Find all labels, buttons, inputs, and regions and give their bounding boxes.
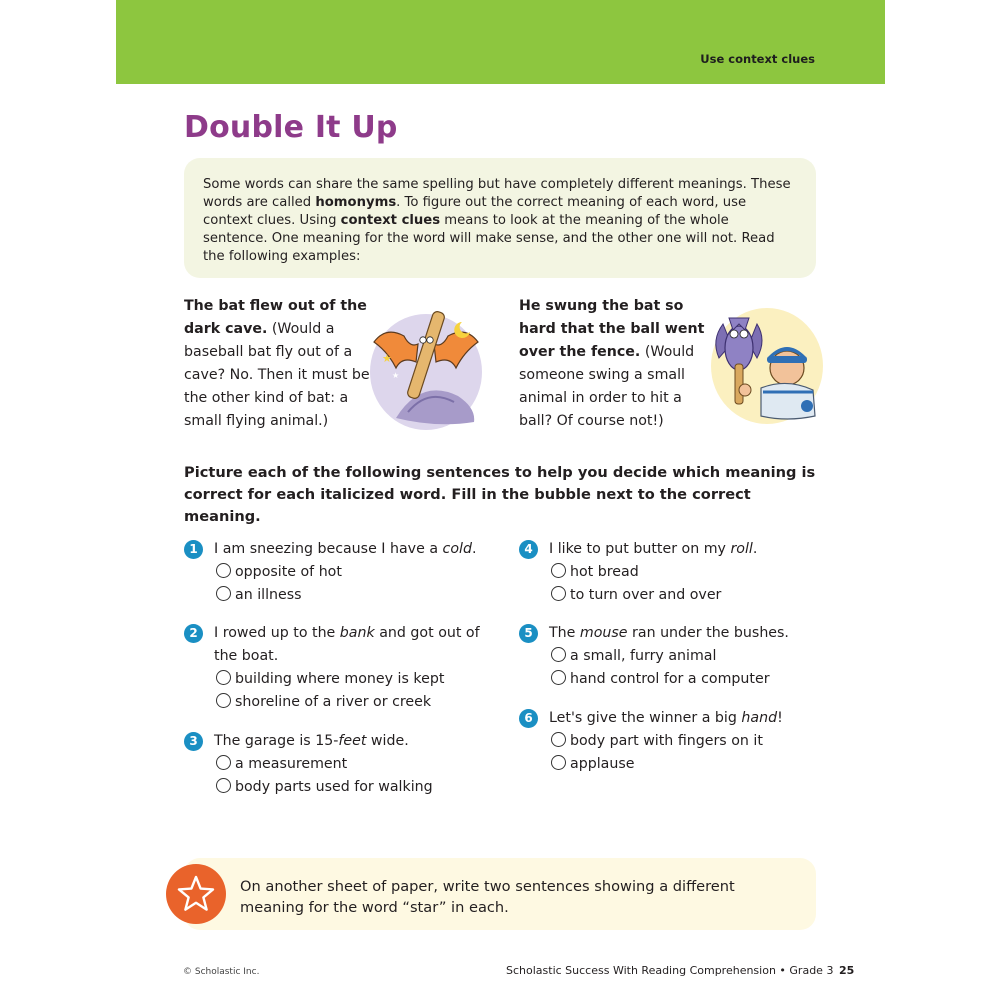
intro-text: Some words can share the same spelling but have completely different meanings. These words are called xyxy=(203,177,791,210)
stem-text: I like to put butter on my xyxy=(549,541,731,557)
answer-option[interactable] xyxy=(184,691,484,714)
answer-option[interactable] xyxy=(519,645,819,668)
italic-word: feet xyxy=(338,733,367,749)
italic-word: roll xyxy=(730,541,753,557)
header-band xyxy=(116,0,885,84)
question-stem xyxy=(184,538,484,561)
option-label: opposite of hot xyxy=(235,564,342,580)
answer-bubble[interactable] xyxy=(216,778,231,793)
question-number-badge: 1 xyxy=(184,540,203,559)
stem-text: ran under the bushes. xyxy=(627,625,789,641)
option-label: hot bread xyxy=(570,564,639,580)
example-2 xyxy=(519,295,709,433)
directions-text: Picture each of the following sentences to help you decide which meaning is correct for each italicized word. Fill in the bubble next to the correct meaning. xyxy=(184,464,816,525)
answer-bubble[interactable] xyxy=(216,586,231,601)
answer-bubble[interactable] xyxy=(551,647,566,662)
answer-option[interactable] xyxy=(519,730,819,753)
answer-bubble[interactable] xyxy=(551,732,566,747)
question-number-badge: 4 xyxy=(519,540,538,559)
flying-bat-illustration xyxy=(366,300,486,430)
stem-text: Let's give the winner a big xyxy=(549,710,742,726)
italic-word: cold xyxy=(442,541,472,557)
answer-option[interactable] xyxy=(519,561,819,584)
option-label: a measurement xyxy=(235,756,348,772)
answer-option[interactable] xyxy=(184,776,484,799)
page-title: Double It Up xyxy=(184,110,398,145)
stem-text: . xyxy=(471,541,477,557)
option-label: applause xyxy=(570,756,635,772)
option-label: to turn over and over xyxy=(570,587,722,603)
question-1 xyxy=(184,538,484,607)
italic-word: hand xyxy=(741,710,778,726)
bonus-text: On another sheet of paper, write two sentences showing a different meaning for the word “star” in each. xyxy=(240,878,735,916)
skill-label: Use context clues xyxy=(700,52,815,66)
question-5 xyxy=(519,622,819,691)
question-stem xyxy=(519,622,819,645)
question-number-badge: 2 xyxy=(184,624,203,643)
option-label: building where money is kept xyxy=(235,671,445,687)
page-number: 25 xyxy=(839,964,855,977)
question-3 xyxy=(184,730,484,799)
question-4 xyxy=(519,538,819,607)
intro-box xyxy=(184,158,816,278)
answer-option[interactable] xyxy=(519,668,819,691)
question-stem xyxy=(519,707,819,730)
question-2 xyxy=(184,622,484,714)
stem-text: and got out of the boat. xyxy=(214,625,480,664)
answer-bubble[interactable] xyxy=(216,670,231,685)
intro-text: means to look at the meaning of the whole sentence. One meaning for the word will make sense, and the other one will not. Read the following examples: xyxy=(203,213,775,264)
option-label: an illness xyxy=(235,587,302,603)
stem-text: The garage is 15- xyxy=(214,733,339,749)
question-stem xyxy=(184,730,484,753)
answer-option[interactable] xyxy=(519,753,819,776)
answer-option[interactable] xyxy=(184,561,484,584)
answer-bubble[interactable] xyxy=(216,563,231,578)
italic-word: mouse xyxy=(579,625,628,641)
answer-bubble[interactable] xyxy=(551,755,566,770)
stem-text: wide. xyxy=(366,733,409,749)
answer-option[interactable] xyxy=(184,753,484,776)
intro-term-context-clues: context clues xyxy=(340,213,441,228)
example-sentence: The bat flew out of the dark cave. xyxy=(184,298,367,337)
star-icon-badge xyxy=(166,864,226,924)
stem-text: ! xyxy=(777,710,783,726)
svg-text:★: ★ xyxy=(382,352,392,365)
example-explanation: (Would a baseball bat fly out of a cave? No. Then it must be the other kind of bat: a small flying animal.) xyxy=(184,321,370,429)
stem-text: I am sneezing because I have a xyxy=(214,541,443,557)
question-number-badge: 3 xyxy=(184,732,203,751)
answer-bubble[interactable] xyxy=(216,755,231,770)
example-explanation: (Would someone swing a small animal in order to hit a ball? Of course not!) xyxy=(519,344,695,429)
answer-bubble[interactable] xyxy=(551,563,566,578)
question-number-badge: 6 xyxy=(519,709,538,728)
question-stem xyxy=(184,622,484,668)
copyright: © Scholastic Inc. xyxy=(183,967,260,977)
option-label: a small, furry animal xyxy=(570,648,717,664)
worksheet-page xyxy=(116,0,885,1000)
italic-word: bank xyxy=(339,625,375,641)
book-title: Scholastic Success With Reading Comprehension • Grade 3 xyxy=(506,964,834,977)
answer-option[interactable] xyxy=(184,584,484,607)
intro-term-homonyms: homonyms xyxy=(315,195,397,210)
question-number-badge: 5 xyxy=(519,624,538,643)
answer-bubble[interactable] xyxy=(551,670,566,685)
question-6 xyxy=(519,707,819,776)
question-stem xyxy=(519,538,819,561)
stem-text: The xyxy=(549,625,580,641)
boy-swinging-bat-illustration xyxy=(701,298,826,428)
answer-option[interactable] xyxy=(519,584,819,607)
answer-bubble[interactable] xyxy=(551,586,566,601)
option-label: body part with fingers on it xyxy=(570,733,763,749)
option-label: hand control for a computer xyxy=(570,671,770,687)
stem-text: . xyxy=(752,541,758,557)
intro-text: . To figure out the correct meaning of each word, use context clues. Using xyxy=(203,195,747,228)
example-sentence: He swung the bat so hard that the ball went over the fence. xyxy=(519,298,705,360)
option-label: body parts used for walking xyxy=(235,779,433,795)
example-1 xyxy=(184,295,374,433)
answer-bubble[interactable] xyxy=(216,693,231,708)
star-icon xyxy=(166,864,226,924)
option-label: shoreline of a river or creek xyxy=(235,694,432,710)
svg-text:★: ★ xyxy=(392,371,400,380)
stem-text: I rowed up to the xyxy=(214,625,340,641)
answer-option[interactable] xyxy=(184,668,484,691)
